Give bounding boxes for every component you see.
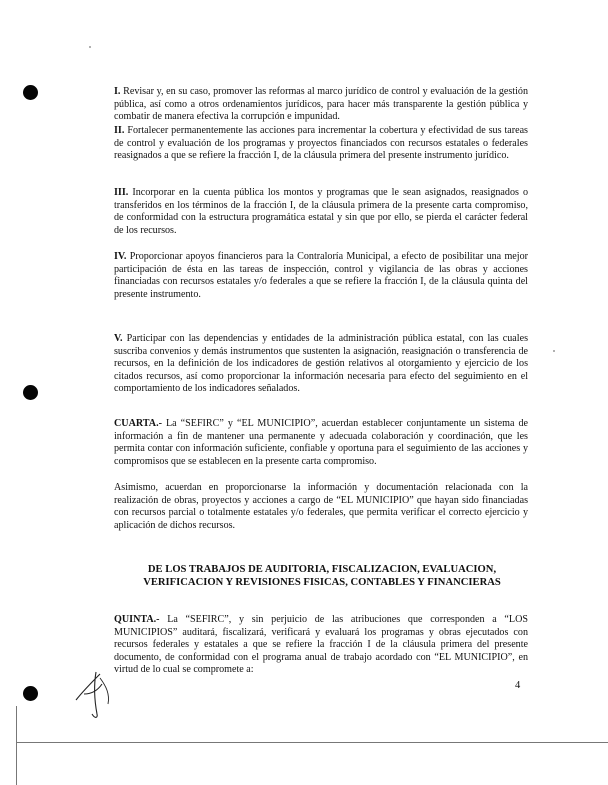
clause-label: QUINTA.- (114, 614, 160, 625)
binder-hole-3 (23, 686, 38, 701)
clause-text: Fortalecer permanentemente las acciones para incrementar la cobertura y efectividad de sus tareas de control y evaluación de los programas y proyectos financiados con recursos estatales o federales reasignados a que se refiere la fracción I, de la cláusula primera del presente instrumento jurídico. (114, 125, 528, 162)
handwritten-initials (70, 664, 130, 720)
paragraph-4 (114, 251, 528, 301)
clause-text: La “SEFIRC”, y sin perjuicio de las atribuciones que corresponden a “LOS MUNICIPIOS” auditará, fiscalizará, verificará y evaluará los programas y obras ejecutados con recursos federales y estatales a que se refiere la fracción I de la cláusula primera del presente documento, de conformidad con el programa anual de trabajo acordado con “EL MUNICIPIO”, en virtud de lo cual se compromete a: (114, 614, 528, 676)
clause-text: Participar con las dependencias y entidades de la administración pública estatal, con las cuales suscriba convenios y demás instrumentos que sustenten la asignación, reasignación o transferencia de recursos, en la definición de los indicadores de gestión relativos al otorgamiento y ejercicio de los citados recursos, así como proporcionar la información necesaria para efecto del seguimiento en el comportamiento de los indicadores señalados. (114, 333, 528, 395)
binder-hole-1 (23, 85, 38, 100)
paragraph-5 (114, 333, 528, 396)
paragraph-3 (114, 187, 528, 237)
clause-text: Incorporar en la cuenta pública los montos y programas que le sean asignados, reasignados o transferidos en los términos de la fracción I, de la cláusula primera de la presente carta compromiso, de conformidad con la estructura programática estatal y sin que por ello, se pierda el carácter federal de los recursos. (114, 187, 528, 236)
paragraph-7 (114, 482, 528, 532)
section-heading-line-2: VERIFICACION Y REVISIONES FISICAS, CONTABLES Y FINANCIERAS (143, 577, 501, 589)
section-heading-line-1: DE LOS TRABAJOS DE AUDITORIA, FISCALIZACION, EVALUACION, (147, 564, 497, 575)
clause-text: La “SEFIRC” y “EL MUNICIPIO”, acuerdan establecer conjuntamente un sistema de información a fin de mantener una permanente y adecuada colaboración y coordinación, que les permita contar con información suficiente, confiable y oportuna para el seguimiento de las acciones y compromisos que se establecen en la presente carta compromiso. (114, 418, 528, 467)
paragraph-2 (114, 125, 528, 163)
clause-label: IV. (114, 251, 127, 262)
bottom-scan-edge (16, 742, 608, 743)
paragraph-8 (114, 614, 528, 677)
clause-label: CUARTA.- (114, 418, 162, 429)
clause-label: II. (114, 125, 125, 136)
paragraph-text: Asimismo, acuerdan en proporcionarse la información y documentación relacionada con la realización de obras, proyectos y acciones a cargo de “EL MUNICIPIO” que hayan sido financiadas con recursos parcial o totalmente estatales y/o federales, que permita verificar el correcto ejercicio y aplicación de dichos recursos. (114, 482, 528, 531)
left-scan-edge (16, 706, 17, 785)
scan-speck (89, 46, 91, 48)
clause-text: Revisar y, en su caso, promover las reformas al marco jurídico de control y evaluación de la gestión pública, así como a otros ordenamientos jurídicos, para hacer más transparente la gestión pública y combatir de manera efectiva la corrupción e impunidad. (114, 86, 528, 123)
scan-speck (553, 350, 555, 352)
binder-hole-2 (23, 385, 38, 400)
clause-label: III. (114, 187, 129, 198)
paragraph-6 (114, 418, 528, 468)
section-heading (134, 563, 510, 590)
clause-label: I. (114, 86, 121, 97)
paragraph-1 (114, 86, 528, 124)
clause-text: Proporcionar apoyos financieros para la Contraloría Municipal, a efecto de posibilitar una mejor participación de ésta en las tareas de inspección, control y vigilancia de las obras y acciones financiadas con recursos estatales y/o federales a que se refiere la fracción I, de la cláusula quinta del presente instrumento. (114, 251, 528, 300)
page-number: 4 (515, 680, 521, 691)
clause-label: V. (114, 333, 123, 344)
